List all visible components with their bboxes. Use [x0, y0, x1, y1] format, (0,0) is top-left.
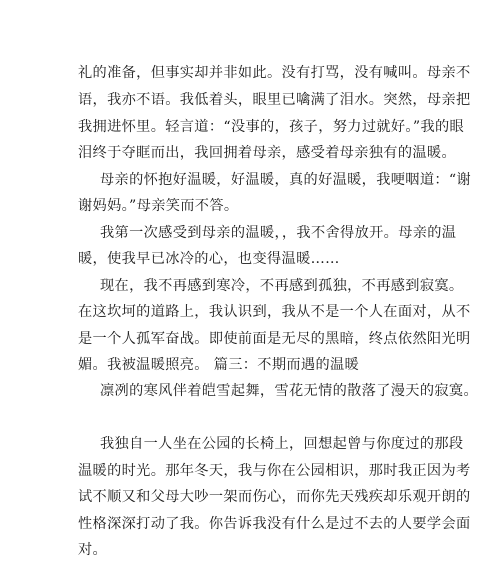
text-line: 我独自一人坐在公园的长椅上，回想起曾与你度过的那段: [100, 436, 464, 452]
text-line: 泪终于夺眶而出，我回拥着母亲，感受着母亲独有的温暖。: [78, 145, 456, 161]
text-line: 是一个人孤军奋战。即使前面是无尽的黑暗，终点依然阳光明: [78, 331, 471, 347]
text-line: 我第一次感受到母亲的温暖，，我不舍得放开。母亲的温: [100, 225, 457, 241]
text-line: 试不顺又和父母大吵一架而伤心，而你先天残疾却乐观开朗的: [78, 489, 471, 505]
text-line: 礼的准备，但事实却并非如此。没有打骂，没有喊叫。母亲不: [78, 65, 471, 81]
text-line: 现在，我不再感到寒冷，不再感到孤独，不再感到寂寞。: [100, 278, 464, 294]
text-line: 对。: [78, 542, 108, 558]
text-line: 性格深深打动了我。你告诉我没有什么是过不去的人要学会面: [78, 516, 471, 532]
text-line: 暖，使我早已冰冷的心，也变得温暖……: [78, 251, 340, 267]
text-line: 媚。我被温暖照亮。 篇三：不期而遇的温暖: [78, 357, 360, 373]
text-line: 凛冽的寒风伴着皑雪起舞，雪花无情的散落了漫天的寂寞。: [100, 383, 478, 399]
text-line: 温暖的时光。那年冬天，我与你在公园相识，那时我正因为考: [78, 463, 471, 479]
text-line: 语，我亦不语。我低着头，眼里已噙满了泪水。突然，母亲把: [78, 92, 471, 108]
text-line: 母亲的怀抱好温暖，好温暖，真的好温暖，我哽咽道：“谢: [100, 172, 472, 188]
text-line: 谢妈妈。”母亲笑而不答。: [78, 198, 239, 214]
text-line: 我拥进怀里。轻言道：“没事的，孩子，努力过就好。”我的眼: [78, 119, 465, 135]
text-line: 在这坎坷的道路上，我认识到，我从不是一个人在面对，从不: [78, 304, 471, 320]
